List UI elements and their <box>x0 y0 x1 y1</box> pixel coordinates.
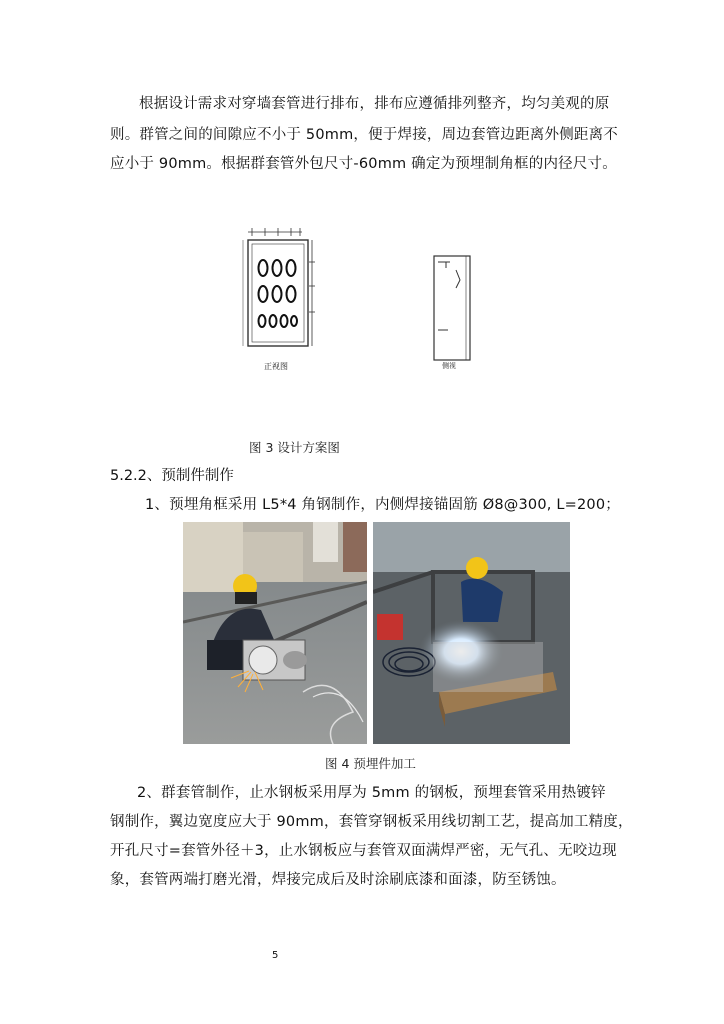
intro-line-2: 则。群管之间的间隙应不小于 50mm，便于焊接，周边套管边距离外侧距离不 <box>110 127 619 143</box>
figure4-caption: 图 4 预埋件加工 <box>325 756 416 771</box>
intro-line-1: 根据设计需求对穿墙套管进行排布，排布应遵循排列整齐，均匀美观的原 <box>139 96 610 112</box>
side-view-label: 侧视 <box>442 362 456 370</box>
section-item-1: 1、预埋角框采用 L5*4 角钢制作，内侧焊接锚固筋 Ø8@300, L=200； <box>145 497 620 513</box>
item2-line-3: 开孔尺寸=套管外径＋3，止水钢板应与套管双面满焊严密，无气孔、无咬边现 <box>110 843 617 859</box>
item2-line-2: 钢制作，翼边宽度应大于 90mm，套管穿钢板采用线切割工艺，提高加工精度， <box>110 814 633 830</box>
design-drawing-front <box>238 222 324 372</box>
design-drawing-side <box>426 250 476 372</box>
item2-line-4: 象，套管两端打磨光滑，焊接完成后及时涂刷底漆和面漆，防至锈蚀。 <box>110 872 566 888</box>
item2-line-1: 2、群套管制作，止水钢板采用厚为 5mm 的钢板，预埋套管采用热镀锌 <box>137 785 606 801</box>
welding-photo <box>373 522 570 744</box>
figure3-caption: 图 3 设计方案图 <box>249 440 340 455</box>
front-view-label: 正视图 <box>264 362 288 371</box>
intro-line-3: 应小于 90mm。根据群套管外包尺寸-60mm 确定为预埋制角框的内径尺寸。 <box>110 156 617 172</box>
page-number: 5 <box>272 950 279 961</box>
section-heading: 5.2.2、预制件制作 <box>110 468 234 484</box>
cutting-photo <box>183 522 367 744</box>
